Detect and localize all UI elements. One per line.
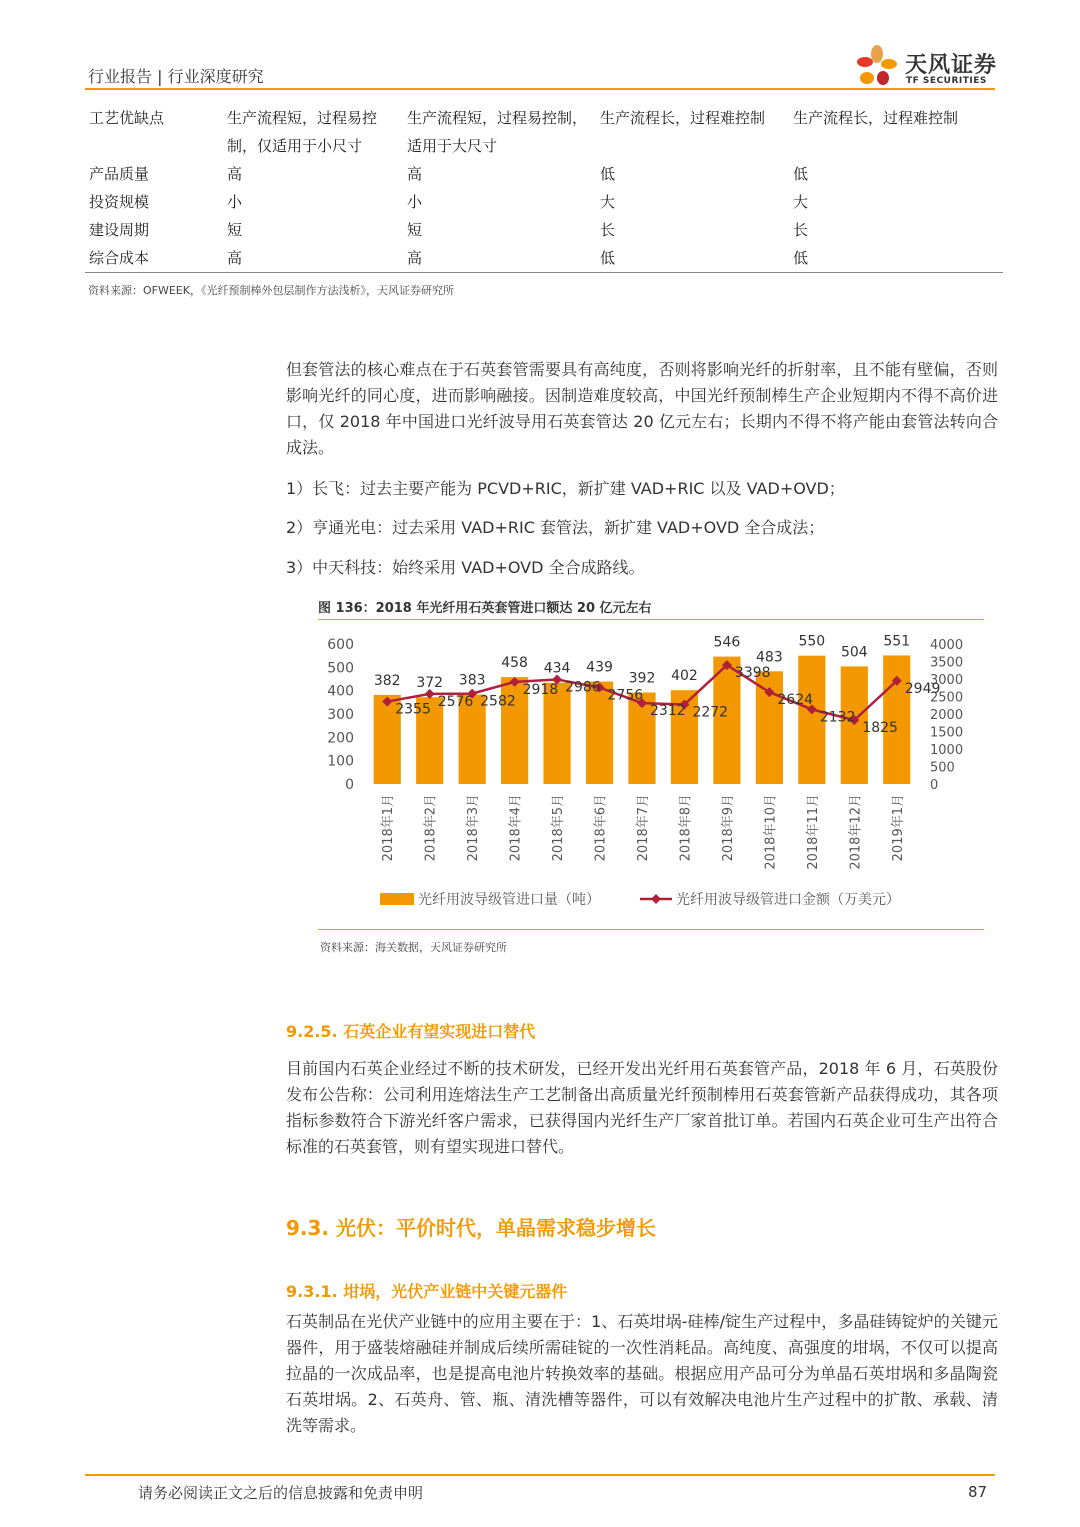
row-label: 产品质量 <box>89 165 150 183</box>
x-tick-label: 2018年5月 <box>551 794 567 862</box>
import-chart <box>318 624 984 924</box>
table-cell: 长 <box>793 221 809 239</box>
y-right-tick-label: 1500 <box>930 725 964 741</box>
table-row <box>85 244 1003 273</box>
x-tick-label: 2018年10月 <box>763 794 779 870</box>
table-cell: 生产流程短，过程易控制，仅适用于小尺寸 <box>227 109 378 155</box>
table-row <box>85 188 1003 216</box>
line-data-label: 2918 <box>522 681 559 698</box>
bar-data-label: 402 <box>671 668 698 685</box>
y-left-tick-label: 200 <box>327 730 354 747</box>
line-data-label: 2576 <box>437 693 474 710</box>
line-data-label: 2272 <box>692 704 729 721</box>
bar-data-label: 434 <box>543 660 571 677</box>
table-cell: 生产流程长，过程难控制 <box>793 109 959 127</box>
footer-rule <box>85 1474 995 1476</box>
comparison-table <box>85 104 1003 273</box>
line-data-label: 2949 <box>904 680 941 697</box>
y-left-tick-label: 300 <box>327 707 354 723</box>
table-cell: 高 <box>407 165 423 183</box>
table-cell: 低 <box>600 165 616 183</box>
bar-data-label: 458 <box>501 655 528 672</box>
table-cell: 高 <box>227 165 243 183</box>
x-tick-label: 2018年3月 <box>466 794 482 862</box>
table-cell: 高 <box>403 244 596 273</box>
table-row <box>85 160 1003 188</box>
paragraph: 目前国内石英企业经过不断的技术研发，已经开发出光纤用石英套管产品，2018 年 6 月，石英股份发布公告称：公司利用连熔法生产工艺制备出高质量光纤预制棒用石英套管新产品获得成功，其各项指标参数符合下游光纤客户需求，已获得国内光纤生产厂家首批订单。若国内石英企业可生产出符合标准的石英套管，则有望实现进口替代。 <box>286 1059 998 1156</box>
logo-text-en: TF SECURITIES <box>906 76 987 86</box>
table-cell: 小 <box>407 193 423 211</box>
legend-label: 光纤用波导级管进口金额（万美元） <box>676 892 900 908</box>
disclaimer-text: 请务必阅读正文之后的信息披露和免责申明 <box>138 1484 424 1502</box>
y-right-tick-label: 3500 <box>930 655 964 671</box>
row-label: 工艺优缺点 <box>89 109 165 127</box>
figure-source-note: 资料来源：海关数据，天风证券研究所 <box>320 941 507 954</box>
legend-label: 光纤用波导级管进口量（吨） <box>418 892 600 908</box>
x-tick-label: 2018年7月 <box>636 794 651 862</box>
table-row <box>85 104 1003 160</box>
line-data-label: 1825 <box>862 720 898 737</box>
table-cell: 小 <box>227 193 243 211</box>
y-right-tick-label: 500 <box>930 760 955 776</box>
table-cell: 生产流程短，过程易控制，适用于大尺寸 <box>407 109 588 155</box>
table-cell: 低 <box>596 244 789 273</box>
y-right-tick-label: 1000 <box>930 743 964 758</box>
y-right-tick-label: 2000 <box>930 708 964 723</box>
row-label: 投资规模 <box>89 193 150 211</box>
x-tick-label: 2018年1月 <box>381 794 397 862</box>
legend-swatch-bar <box>380 893 414 905</box>
x-tick-label: 2019年1月 <box>890 794 906 862</box>
y-left-tick-label: 400 <box>327 683 354 700</box>
x-tick-label: 2018年11月 <box>805 794 821 870</box>
figure-top-rule <box>318 619 984 620</box>
paragraph: 石英制品在光伏产业链中的应用主要在于：1、石英坩埚-硅棒/锭生产过程中，多晶硅铸锭炉的关键元器件，用于盛装熔融硅并制成后续所需硅锭的一次性消耗品。高纯度、高强度的坩埚，不仅可以提高拉晶的一次成品率，也是提高电池片转换效率的基础。根据应用产品可分为单晶石英坩埚和多晶陶瓷石英坩埚。2、石英舟、管、瓶、清洗槽等器件，可以有效解决电池片生产过程中的扩散、承载、清洗等需求。 <box>286 1312 998 1435</box>
line-data-label: 2312 <box>650 703 686 720</box>
x-tick-label: 2018年4月 <box>508 794 524 862</box>
y-left-tick-label: 100 <box>327 753 354 770</box>
x-tick-label: 2018年6月 <box>593 794 609 862</box>
table-row <box>85 216 1003 244</box>
bar <box>543 683 570 784</box>
line-data-label: 2132 <box>819 709 856 726</box>
section-heading: 9.3. 光伏：平价时代，单晶需求稳步增长 <box>286 1216 656 1240</box>
row-label: 建设周期 <box>89 221 150 239</box>
table-cell: 大 <box>793 193 809 211</box>
bar-data-label: 551 <box>883 633 911 650</box>
subsection-heading: 9.3.1. 坩埚，光伏产业链中关键元器件 <box>286 1282 568 1301</box>
x-tick-label: 2018年2月 <box>423 794 439 862</box>
table-cell: 短 <box>227 221 243 239</box>
bar-data-label: 483 <box>756 649 783 666</box>
figure-bottom-rule <box>318 929 984 930</box>
line-data-label: 2355 <box>395 701 431 718</box>
line-data-label: 2756 <box>607 687 644 704</box>
table-cell: 短 <box>407 221 423 239</box>
flower-icon <box>857 45 897 85</box>
row-label: 综合成本 <box>85 244 223 273</box>
table-cell: 长 <box>600 221 616 239</box>
bar-data-label: 546 <box>713 634 741 651</box>
section-heading: 9.2.5. 石英企业有望实现进口替代 <box>286 1022 536 1041</box>
bar-data-label: 550 <box>798 633 826 650</box>
x-tick-label: 2018年9月 <box>720 794 736 862</box>
bar-data-label: 392 <box>628 670 656 687</box>
list-item: 3）中天科技：始终采用 VAD+OVD 全合成路线。 <box>286 558 645 577</box>
legend-swatch-marker <box>651 894 661 904</box>
bar-data-label: 383 <box>458 672 486 689</box>
list-item: 1）长飞：过去主要产能为 PCVD+RIC，新扩建 VAD+RIC 以及 VAD+OVD； <box>286 479 845 498</box>
bar-data-label: 439 <box>586 659 613 676</box>
table-cell: 高 <box>223 244 403 273</box>
table-source-note: 资料来源：OFWEEK，《光纤预制棒外包层制作方法浅析》，天风证券研究所 <box>88 284 454 297</box>
paragraph: 但套管法的核心难点在于石英套管需要具有高纯度，否则将影响光纤的折射率，且不能有壁偏，否则影响光纤的同心度，进而影响融接。因制造难度较高，中国光纤预制棒生产企业短期内不得不高价进口，仅 2018 年中国进口光纤波导用石英套管达 20 亿元左右；长期内不得不将产能由套管法转向合成法。 <box>286 360 998 457</box>
bar-data-label: 372 <box>416 675 444 692</box>
logo-text-cn: 天风证券 <box>905 53 998 78</box>
line-data-label: 3398 <box>734 665 771 682</box>
bar-data-label: 504 <box>840 644 868 661</box>
y-left-tick-label: 600 <box>327 637 354 653</box>
line-data-label: 2582 <box>480 693 516 710</box>
line-data-label: 2986 <box>565 679 601 696</box>
y-left-tick-label: 0 <box>345 777 354 793</box>
table-cell: 低 <box>789 244 1003 273</box>
y-right-tick-label: 3000 <box>930 673 964 688</box>
x-tick-label: 2018年8月 <box>678 794 694 862</box>
line-data-label: 2624 <box>777 692 814 709</box>
report-category: 行业报告 | 行业深度研究 <box>88 67 264 86</box>
y-right-tick-label: 0 <box>930 778 939 793</box>
bar-data-label: 382 <box>373 672 401 689</box>
table-cell: 低 <box>793 165 809 183</box>
x-tick-label: 2018年12月 <box>848 794 864 870</box>
y-right-tick-label: 4000 <box>930 638 964 653</box>
y-right-tick-label: 2500 <box>930 690 964 706</box>
y-left-tick-label: 500 <box>327 660 354 677</box>
page-number: 87 <box>968 1483 988 1501</box>
figure-title: 图 136：2018 年光纤用石英套管进口额达 20 亿元左右 <box>318 601 652 616</box>
table-cell: 大 <box>600 193 616 211</box>
table-cell: 生产流程长，过程难控制 <box>600 109 766 127</box>
list-item: 2）亨通光电：过去采用 VAD+RIC 套管法，新扩建 VAD+OVD 全合成法； <box>286 518 825 537</box>
